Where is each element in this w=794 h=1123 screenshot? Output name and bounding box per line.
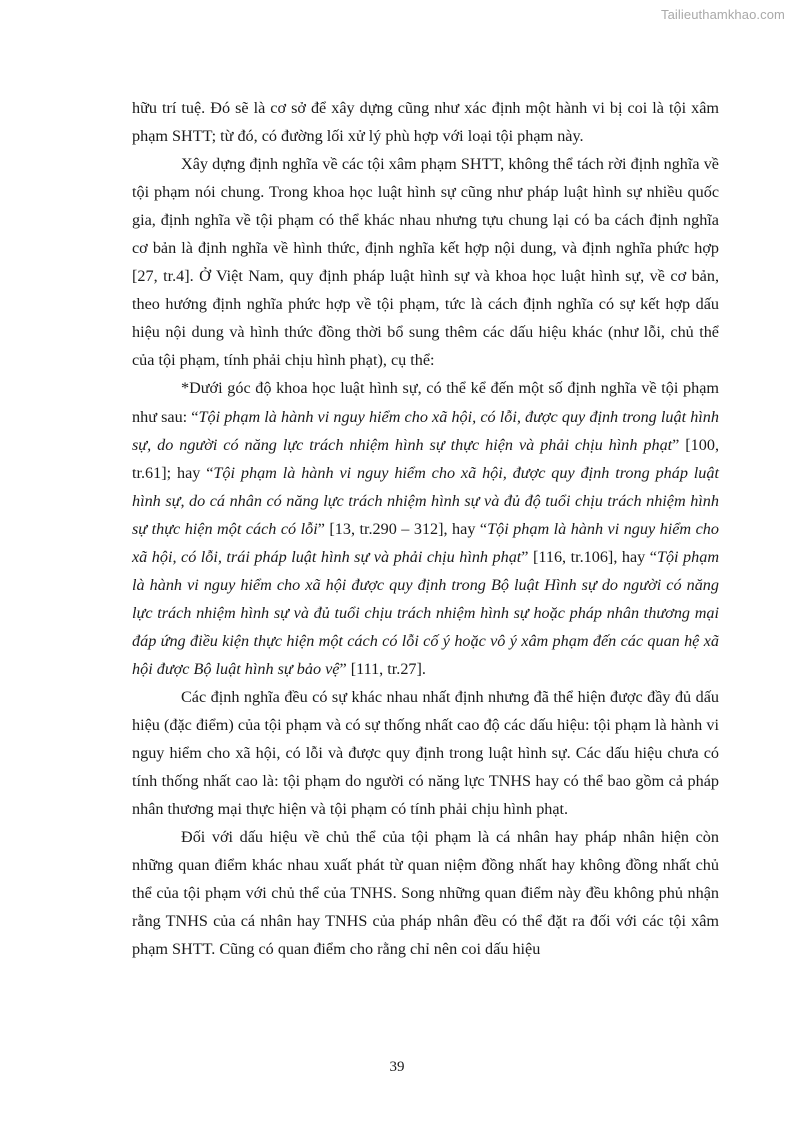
page-body: [132, 94, 719, 963]
text-segment: *Dưới góc độ khoa học luật hình sự, có thể kể đến một số định nghĩa về tội phạm như sau: “: [132, 379, 719, 426]
citation: ” [111, tr.27].: [339, 659, 426, 678]
quoted-definition: Tội phạm là hành vi nguy hiểm cho xã hội, có lỗi, trái pháp luật hình sự và phải chịu hình phạt: [132, 519, 719, 566]
citation: ” [116, tr.106], hay “: [521, 547, 657, 566]
paragraph-4: Các định nghĩa đều có sự khác nhau nhất định nhưng đã thể hiện được đầy đủ dấu hiệu (đặc điểm) của tội phạm và có sự thống nhất cao độ các dấu hiệu: tội phạm là hành vi nguy hiểm cho xã hội, có lỗi và được quy định trong luật hình sự. Các dấu hiệu chưa có tính thống nhất cao là: tội phạm do người có năng lực TNHS hay có thể bao gồm cả pháp nhân thương mại thực hiện và tội phạm có tính phải chịu hình phạt.: [132, 687, 719, 819]
paragraph-1: hữu trí tuệ. Đó sẽ là cơ sở để xây dựng cũng như xác định một hành vi bị coi là tội xâm phạm SHTT; từ đó, có đường lối xử lý phù hợp với loại tội phạm này.: [132, 99, 719, 146]
quoted-definition: Tội phạm là hành vi nguy hiểm cho xã hội được quy định trong Bộ luật Hình sự do người có năng lực trách nhiệm hình sự và đủ tuổi chịu trách nhiệm hình sự hoặc pháp nhân thương mại đáp ứng điều kiện thực hiện một cách có lỗi cố ý hoặc vô ý xâm phạm đến các quan hệ xã hội được Bộ luật hình sự bảo vệ: [132, 547, 720, 678]
citation: ” [100, tr.61]; hay “: [132, 435, 720, 482]
page-number: 39: [389, 1059, 405, 1075]
paragraph-2: Xây dựng định nghĩa về các tội xâm phạm SHTT, không thể tách rời định nghĩa về tội phạm nói chung. Trong khoa học luật hình sự cũng như pháp luật hình sự nhiều quốc gia, định nghĩa về tội phạm có thể khác nhau nhưng tựu chung lại có ba cách định nghĩa cơ bản là định nghĩa về hình thức, định nghĩa kết hợp nội dung, và định nghĩa phức hợp [27, tr.4]. Ở Việt Nam, quy định pháp luật hình sự và khoa học luật hình sự, về cơ bản, theo hướng định nghĩa phức hợp về tội phạm, tức là cách định nghĩa có sự kết hợp dấu hiệu nội dung và hình thức đồng thời bổ sung thêm các dấu hiệu khác (như lỗi, chủ thể của tội phạm, tính phải chịu hình phạt), cụ thể:: [132, 155, 719, 370]
paragraph-5: Đối với dấu hiệu về chủ thể của tội phạm là cá nhân hay pháp nhân hiện còn những quan điểm khác nhau xuất phát từ quan niệm đồng nhất hay không đồng nhất chủ thể của tội phạm với chủ thể của TNHS. Song những quan điểm này đều không phủ nhận rằng TNHS của cá nhân hay TNHS của pháp nhân đều có thể đặt ra đối với các tội xâm phạm SHTT. Cũng có quan điểm cho rằng chỉ nên coi dấu hiệu: [132, 828, 719, 959]
paragraph-3-definitions: [132, 374, 719, 683]
citation: ” [13, tr.290 – 312], hay “: [317, 519, 488, 538]
quoted-definition: Tội phạm là hành vi nguy hiểm cho xã hội, có lỗi, được quy định trong luật hình sự, do người có năng lực trách nhiệm hình sự thực hiện và phải chịu hình phạt: [132, 407, 719, 454]
watermark: Tailieuthamkhao.com: [660, 7, 785, 22]
quoted-definition: Tội phạm là hành vi nguy hiểm cho xã hội, được quy định trong pháp luật hình sự, do cá nhân có năng lực trách nhiệm hình sự và đủ độ tuổi chịu trách nhiệm hình sự thực hiện một cách có lỗi: [132, 463, 719, 538]
